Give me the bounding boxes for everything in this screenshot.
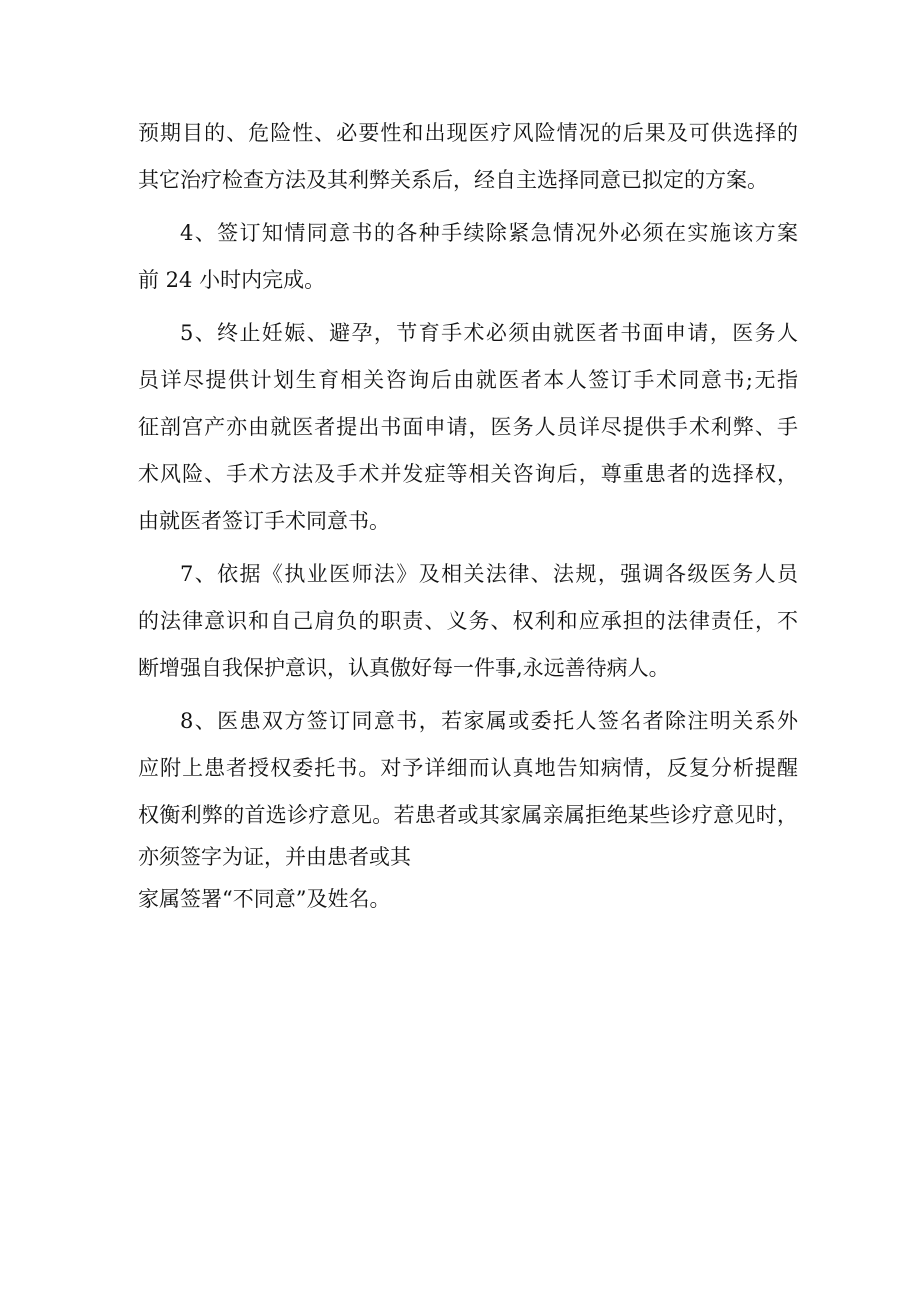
text-line: 断增强自我保护意识，认真傲好每一件事,永远善待病人。 (138, 656, 670, 680)
text-line: 应附上患者授权委托书。对予详细而认真地告知病情，反复分析提醒 (138, 756, 798, 780)
text-line: 前 24 小时内完成。 (138, 268, 326, 292)
text-line: 其它治疗检查方法及其利弊关系后，经自主选择同意已拟定的方案。 (138, 168, 768, 192)
text-line: 7、依据《执业医师法》及相关法律、法规，强调各级医务人员 (180, 562, 798, 586)
text-line: 的法律意识和自己肩负的职责、义务、权利和应承担的法律责任，不 (138, 609, 798, 633)
text-line: 家属签署“不同意”及姓名。 (138, 887, 391, 911)
text-line: 权衡利弊的首选诊疗意见。若患者或其家属亲属拒绝某些诊疗意见时， (138, 803, 798, 827)
text-line: 由就医者签订手术同意书。 (138, 509, 390, 533)
text-line: 员详尽提供计划生育相关咨询后由就医者本人签订手术同意书;无指 (138, 368, 798, 392)
text-line: 5、终止妊娠、避孕，节育手术必须由就医者书面申请，医务人 (180, 321, 798, 345)
text-line: 征剖宫产亦由就医者提出书面申请，医务人员详尽提供手术利弊、手 (138, 415, 798, 439)
text-line: 8、医患双方签订同意书，若家属或委托人签名者除注明关系外 (180, 709, 798, 733)
text-line: 预期目的、危险性、必要性和出现医疗风险情况的后果及可供选择的 (138, 121, 798, 145)
document-body (138, 110, 798, 923)
text-line: 亦须签字为证，并由患者或其 (138, 845, 411, 869)
text-line: 4、签订知情同意书的各种手续除紧急情况外必须在实施该方案 (180, 221, 798, 245)
text-line: 术风险、手术方法及手术并发症等相关咨询后，尊重患者的选择权， (138, 462, 798, 486)
